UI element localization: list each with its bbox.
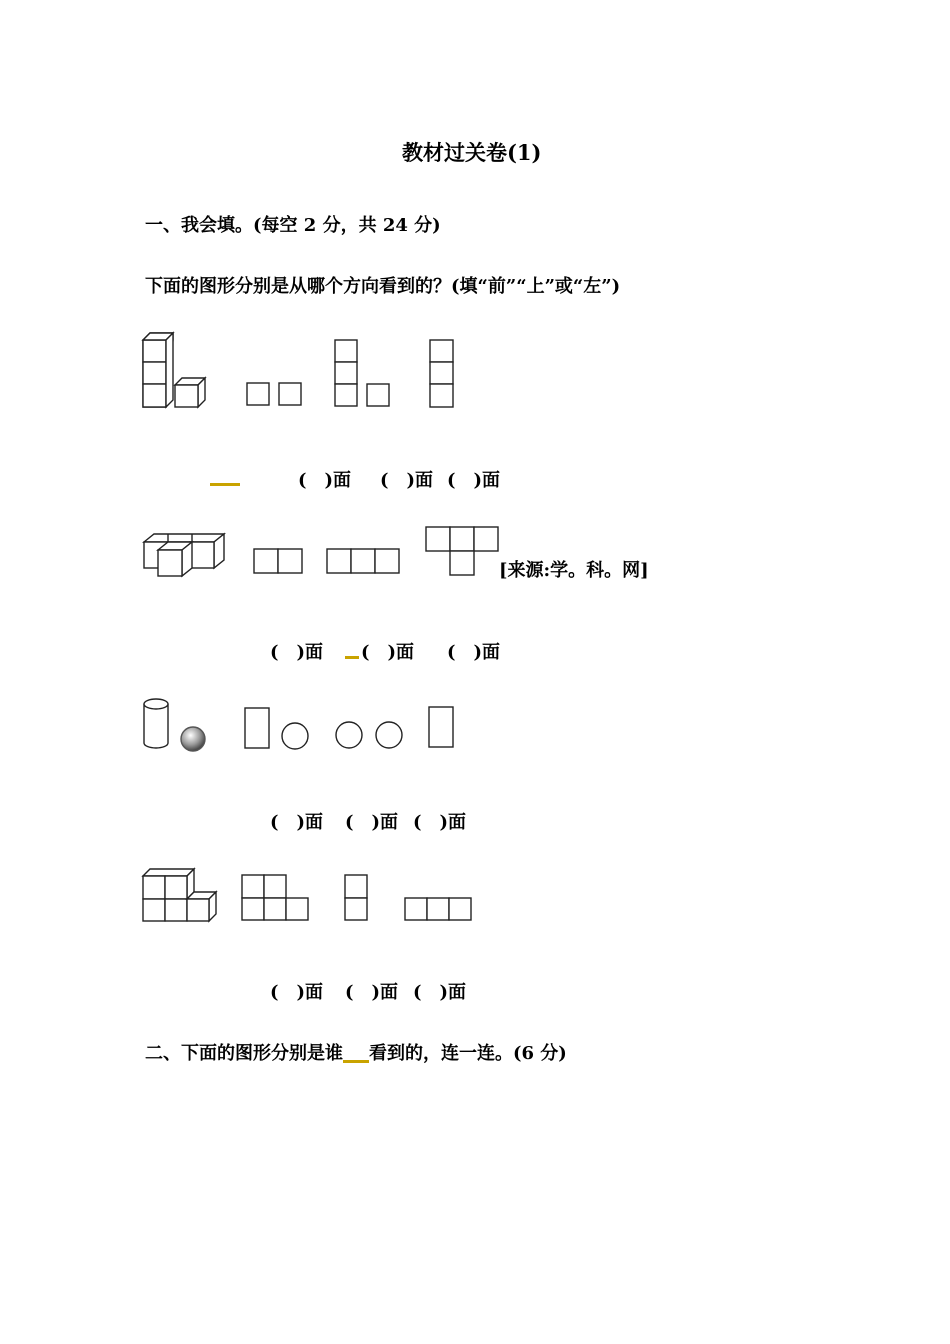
answer-blank[interactable]: ( )面: [413, 982, 467, 1003]
cube-stack-3d-figure: [140, 330, 212, 412]
section-1-heading: 一、我会填。(每空 2 分，共 24 分): [145, 215, 441, 236]
answer-blank[interactable]: ( )面: [361, 642, 415, 663]
view-two-circles: [334, 720, 406, 752]
cube-l-shape-3d-figure: [140, 866, 220, 924]
view-three-squares-column: [428, 338, 456, 410]
answer-blank[interactable]: ( )面: [380, 470, 434, 491]
answer-blank[interactable]: ( )面: [270, 642, 324, 663]
answer-blank[interactable]: ( )面: [413, 812, 467, 833]
answer-blank[interactable]: ( )面: [447, 470, 501, 491]
watermark-mark: [345, 656, 359, 659]
view-three-squares-row: [403, 896, 475, 924]
answer-blank[interactable]: ( )面: [345, 812, 399, 833]
section-2-heading-part2: 看到的，连一连。(6 分): [369, 1043, 567, 1064]
answer-blank[interactable]: ( )面: [270, 812, 324, 833]
answer-blank[interactable]: ( )面: [270, 982, 324, 1003]
view-two-squares-column: [343, 873, 371, 923]
view-three-squares-row: [325, 547, 403, 575]
view-l-shape-squares: [240, 873, 312, 923]
section-1-instruction: 下面的图形分别是从哪个方向看到的？(填“前”“上”或“左”): [145, 276, 621, 297]
watermark-mark: [343, 1060, 369, 1063]
cube-row-3d-figure: [140, 530, 230, 578]
view-two-squares: [245, 381, 305, 407]
answer-blank[interactable]: ( )面: [447, 642, 501, 663]
view-two-squares-row: [252, 547, 304, 575]
answer-blank[interactable]: ( )面: [298, 470, 352, 491]
watermark-mark: [210, 483, 240, 486]
view-circle: [280, 721, 312, 753]
section-2-heading: [145, 1043, 567, 1065]
view-rectangle: [427, 705, 457, 751]
cylinder-and-sphere-figure: [140, 695, 212, 757]
view-rectangle: [243, 706, 273, 752]
answer-blank[interactable]: ( )面: [345, 982, 399, 1003]
view-column-and-square: [333, 338, 393, 408]
section-2-heading-part1: 二、下面的图形分别是谁: [145, 1043, 343, 1064]
source-note: [来源:学。科。网]: [499, 560, 649, 581]
page-title: 教材过关卷(1): [402, 140, 542, 165]
view-t-shape: [424, 525, 502, 579]
